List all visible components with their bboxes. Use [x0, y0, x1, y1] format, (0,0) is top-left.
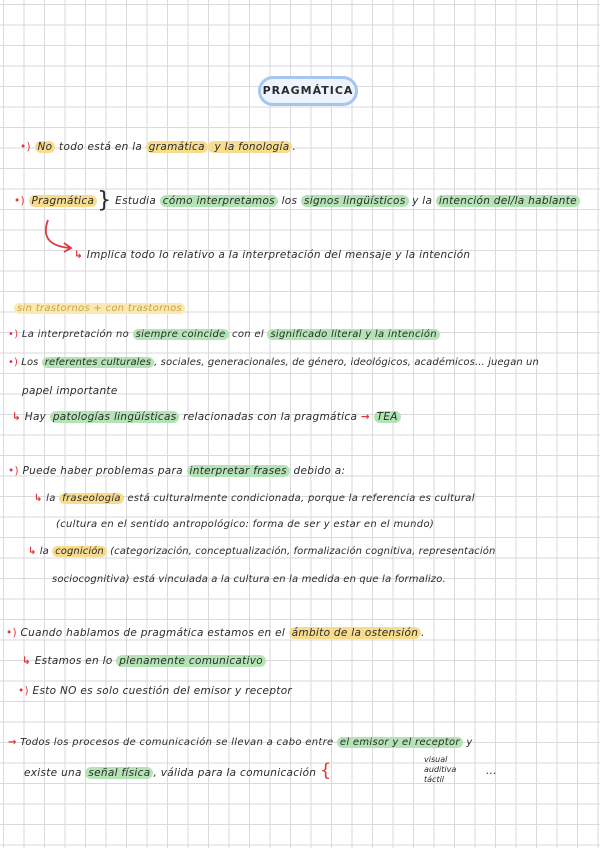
note-line — [14, 302, 185, 316]
highlight-text: signos lingüísticos — [301, 195, 409, 207]
text: papel importante — [22, 385, 118, 397]
highlight-text: referentes culturales — [42, 357, 154, 368]
text: , válida para la comunicación — [153, 767, 320, 779]
page-title: PRAGMÁTICA — [258, 76, 358, 106]
bullet: •) — [8, 465, 19, 477]
text: . — [421, 627, 425, 639]
highlight-text: No — [35, 141, 56, 153]
arrow: → — [360, 411, 370, 423]
bullet: •) — [8, 329, 19, 340]
highlight-text: interpretar frases — [187, 465, 290, 477]
ellipsis: ... — [486, 765, 497, 777]
note-line — [22, 384, 118, 398]
text: Estudia — [111, 195, 160, 207]
text: está culturalmente condicionada, porque la referencia es cultural — [123, 493, 475, 504]
text: , sociales, generacionales, de género, ideológicos, académicos... juegan un — [154, 357, 539, 368]
arrow: ↳ — [28, 546, 37, 557]
highlight-text: Pragmática — [29, 195, 98, 207]
highlight-text: intención del/la hablante — [436, 195, 580, 207]
highlight-text: el emisor y el receptor — [337, 737, 463, 748]
highlight-text: TEA — [374, 411, 401, 423]
note-line — [8, 356, 539, 370]
note-line — [22, 654, 266, 668]
text: . — [292, 141, 297, 153]
bullet: •) — [18, 685, 29, 697]
note-line — [28, 545, 495, 559]
text: existe una — [24, 767, 86, 779]
text: Hay — [21, 411, 50, 423]
note-line — [12, 410, 401, 424]
note-line — [8, 464, 345, 478]
highlight-text: plenamente comunicativo — [116, 655, 266, 667]
text: Los — [18, 357, 42, 368]
text: Cuando hablamos de pragmática estamos en el — [16, 627, 289, 639]
text: la — [42, 493, 60, 504]
bullet: •) — [6, 627, 17, 639]
brace: { — [319, 760, 332, 781]
note-line — [74, 248, 470, 262]
arrow: → — [8, 737, 17, 748]
sense-list — [424, 755, 456, 785]
arrow: ↳ — [34, 493, 43, 504]
highlight-text: patologías lingüísticas — [50, 411, 180, 423]
note-line — [34, 492, 475, 506]
text: Puede haber problemas para — [18, 465, 187, 477]
sense-item: táctil — [424, 775, 445, 784]
text: relacionadas con la pragmática — [179, 411, 361, 423]
highlight-text: siempre coincide — [133, 329, 229, 340]
text: Estamos en lo — [31, 655, 117, 667]
bullet: •) — [14, 195, 25, 207]
note-line — [18, 684, 292, 698]
bullet: •) — [20, 141, 31, 153]
highlight-text: ámbito de la ostensión — [289, 627, 421, 639]
text: la — [36, 546, 53, 557]
text: los — [277, 195, 301, 207]
text: todo está en la — [55, 141, 146, 153]
text: debido a: — [289, 465, 346, 477]
note-line — [8, 736, 473, 750]
note-line — [56, 518, 434, 532]
note-line — [52, 573, 446, 587]
text: con el — [228, 329, 268, 340]
text: Esto NO es solo cuestión del emisor y receptor — [28, 685, 293, 697]
note-line — [8, 328, 440, 342]
highlight-text: cómo interpretamos — [160, 195, 278, 207]
note-line — [14, 188, 580, 213]
sense-item: visual — [424, 755, 448, 764]
note-line — [24, 760, 332, 781]
text: Todos los procesos de comunicación se llevan a cabo entre — [16, 737, 337, 748]
text: (cultura en el sentido antropológico: forma de ser y estar en el mundo) — [56, 519, 435, 530]
arrow: ↳ — [74, 249, 84, 261]
text: La interpretación no — [18, 329, 133, 340]
highlight-text: y la fonología — [208, 141, 293, 153]
text: Implica todo lo relativo a la interpretación del mensaje y la intención — [83, 249, 471, 261]
bullet: •) — [8, 357, 18, 368]
highlight-text: significado literal y la intención — [267, 329, 440, 340]
note-line — [20, 140, 296, 154]
highlight-text: gramática — [146, 141, 208, 153]
arrow: ↳ — [12, 411, 22, 423]
text: y la — [408, 195, 436, 207]
highlight-text: fraseología — [59, 493, 124, 504]
note-line — [6, 626, 425, 640]
highlight-text: señal física — [85, 767, 153, 779]
brace: } — [97, 188, 112, 213]
text: sociocognitiva) está vinculada a la cultura en la medida en que la formalizo. — [52, 574, 446, 585]
text: y — [462, 737, 473, 748]
sense-item: auditiva — [424, 765, 457, 774]
highlight-text: sin trastornos + con trastornos — [14, 303, 185, 314]
highlight-text: cognición — [52, 546, 107, 557]
arrow: ↳ — [22, 655, 32, 667]
text: (categorización, conceptualización, formalización cognitiva, representación — [106, 546, 496, 557]
